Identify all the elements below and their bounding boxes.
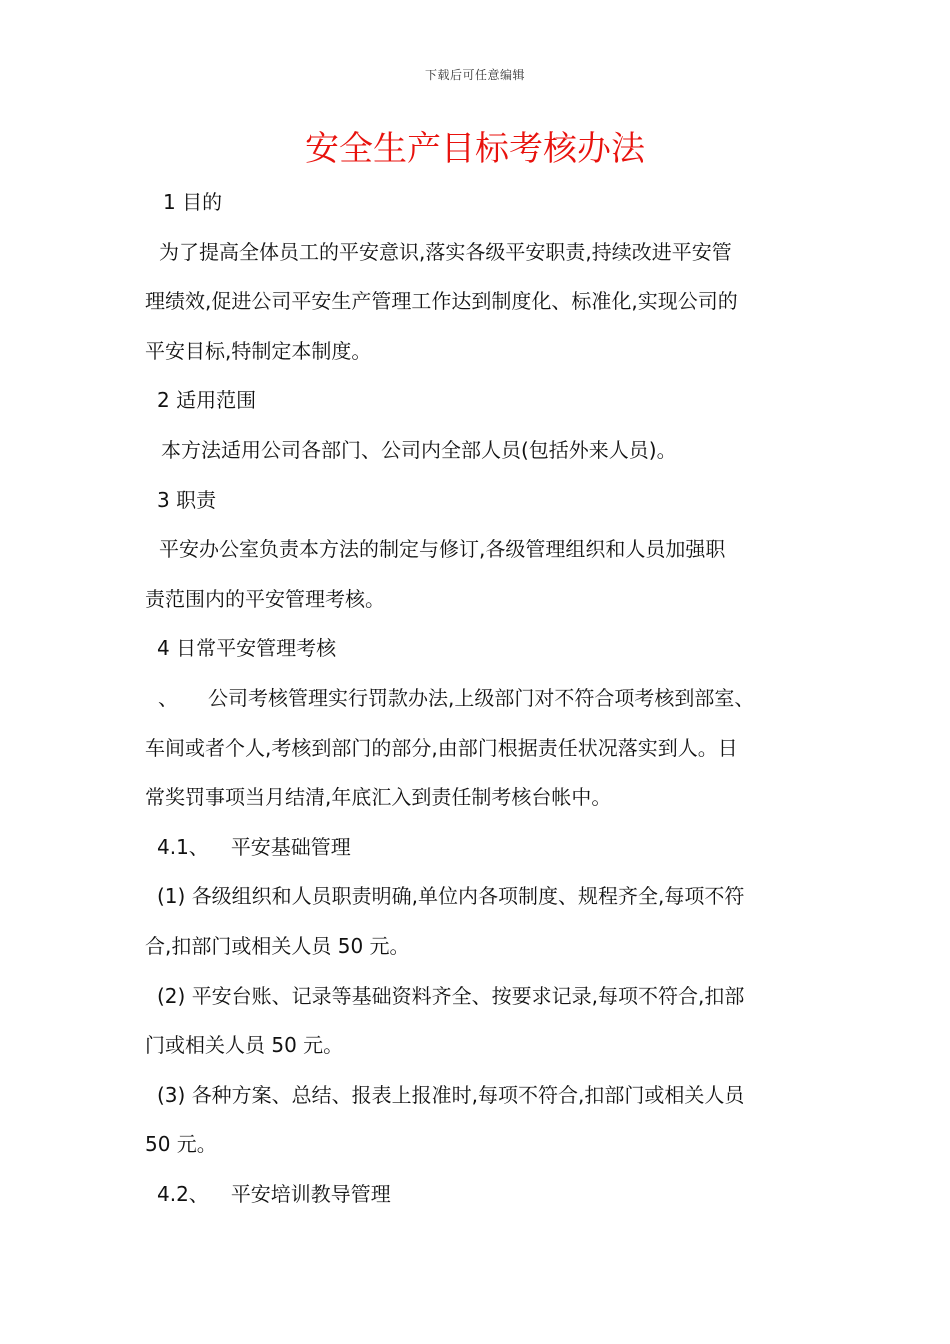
section-1-line-2: 理绩效,促进公司平安生产管理工作达到制度化、标准化,实现公司的: [145, 289, 738, 314]
item-2-line-2: 门或相关人员 50 元。: [145, 1033, 344, 1058]
section-4-line-2: 车间或者个人,考核到部门的部分,由部门根据责任状况落实到人。日: [145, 735, 738, 760]
subsection-4-1-number: 4.1、: [157, 834, 209, 859]
section-4-line-1-text: 公司考核管理实行罚款办法,上级部门对不符合项考核到部室、: [208, 685, 755, 710]
subsection-4-1-heading: [145, 823, 810, 873]
item-1-line-2: 合,扣部门或相关人员 50 元。: [145, 933, 410, 958]
section-2-heading: 2 适用范围: [157, 388, 257, 413]
item-2-line-1: (2) 平安台账、记录等基础资料齐全、按要求记录,每项不符合,扣部: [157, 983, 745, 1008]
section-4-heading: 4 日常平安管理考核: [157, 636, 337, 661]
section-4-bullet: 、: [158, 685, 178, 710]
document-title: 安全生产目标考核办法: [305, 129, 645, 169]
section-4-line-1: [145, 674, 810, 724]
item-3-line-1: (3) 各种方案、总结、报表上报准时,每项不符合,扣部门或相关人员: [157, 1082, 745, 1107]
section-3-heading: 3 职责: [157, 487, 217, 512]
item-1-line-1: (1) 各级组织和人员职责明确,单位内各项制度、规程齐全,每项不符: [157, 884, 745, 909]
document-body: [145, 178, 810, 1219]
section-1-line-3: 平安目标,特制定本制度。: [145, 338, 372, 363]
subsection-4-1-title: 平安基础管理: [230, 834, 351, 859]
subsection-4-2-heading: [145, 1170, 810, 1220]
page-header-note: 下载后可任意编辑: [424, 68, 525, 82]
subsection-4-2-title: 平安培训教导管理: [230, 1181, 391, 1206]
section-1-line-1: 为了提高全体员工的平安意识,落实各级平安职责,持续改进平安管: [159, 239, 732, 264]
section-4-line-3: 常奖罚事项当月结清,年底汇入到责任制考核台帐中。: [145, 785, 612, 810]
section-2-line-1: 本方法适用公司各部门、公司内全部人员(包括外来人员)。: [161, 437, 677, 462]
section-3-line-1: 平安办公室负责本方法的制定与修订,各级管理组织和人员加强职: [159, 537, 726, 562]
section-1-heading: 1 目的: [163, 190, 223, 214]
item-3-line-2: 50 元。: [145, 1132, 217, 1157]
subsection-4-2-number: 4.2、: [157, 1181, 209, 1206]
section-3-line-2: 责范围内的平安管理考核。: [145, 586, 385, 611]
